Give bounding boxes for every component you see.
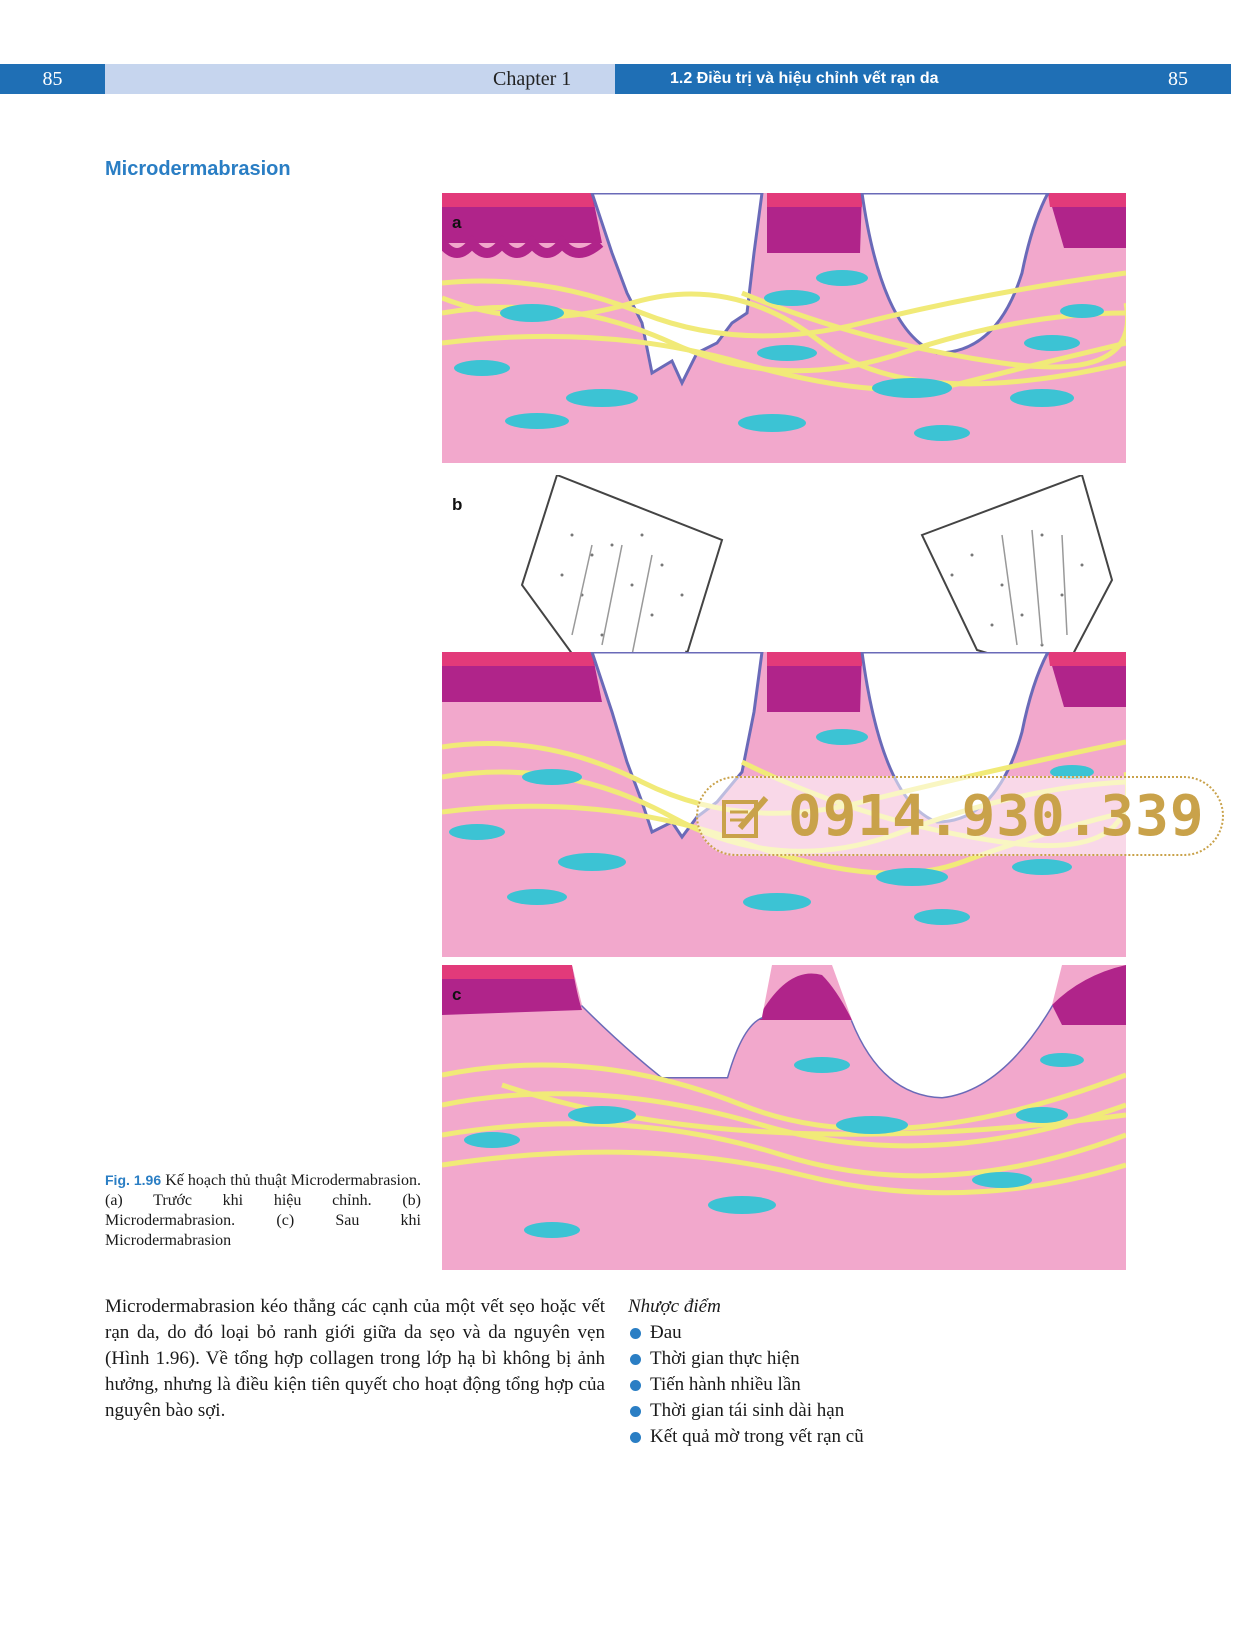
page-number-left: 85 bbox=[0, 64, 105, 94]
caption-text: Kế hoạch thủ thuật Microdermabrasion. (a) Trước khi hiệu chỉnh. (b) Microdermabrasion. (c) Sau khi Microdermabrasion bbox=[105, 1172, 421, 1249]
list-item: Thời gian tái sinh dài hạn bbox=[628, 1398, 1048, 1424]
chapter-label: Chapter 1 bbox=[493, 68, 572, 90]
panel-label-a: a bbox=[452, 213, 462, 232]
running-header bbox=[0, 64, 1242, 94]
list-item: Đau bbox=[628, 1320, 1048, 1346]
section-title: Microdermabrasion bbox=[105, 158, 291, 180]
watermark-phone: 0914.930.339 bbox=[788, 784, 1205, 849]
disadvantages-list bbox=[628, 1294, 1048, 1450]
pencil-note-icon bbox=[720, 792, 770, 842]
figure-caption bbox=[105, 1170, 421, 1251]
panel-label-b: b bbox=[452, 495, 463, 514]
page-number-right: 85 bbox=[1125, 64, 1231, 94]
figure-panel-a bbox=[442, 193, 1126, 463]
list-item: Kết quả mờ trong vết rạn cũ bbox=[628, 1424, 1048, 1450]
section-label: 1.2 Điều trị và hiệu chỉnh vết rạn da bbox=[615, 64, 1125, 94]
list-item: Tiến hành nhiều lần bbox=[628, 1372, 1048, 1398]
caption-fig-number: Fig. 1.96 bbox=[105, 1172, 162, 1188]
disadvantages-title: Nhược điểm bbox=[628, 1296, 721, 1317]
phone-watermark bbox=[696, 776, 1224, 856]
body-paragraph: Microdermabrasion kéo thẳng các cạnh của một vết sẹo hoặc vết rạn da, do đó loại bỏ ranh giới giữa da sẹo và da nguyên vẹn (Hình 1.96). Về tổng hợp collagen trong lớp hạ bì không bị ảnh hưởng, nhưng là điều kiện tiên quyết cho hoạt động tổng hợp của nguyên bào sợi. bbox=[105, 1296, 605, 1421]
list-item: Thời gian thực hiện bbox=[628, 1346, 1048, 1372]
figure-panel-c bbox=[442, 965, 1126, 1270]
panel-label-c: c bbox=[452, 985, 462, 1004]
